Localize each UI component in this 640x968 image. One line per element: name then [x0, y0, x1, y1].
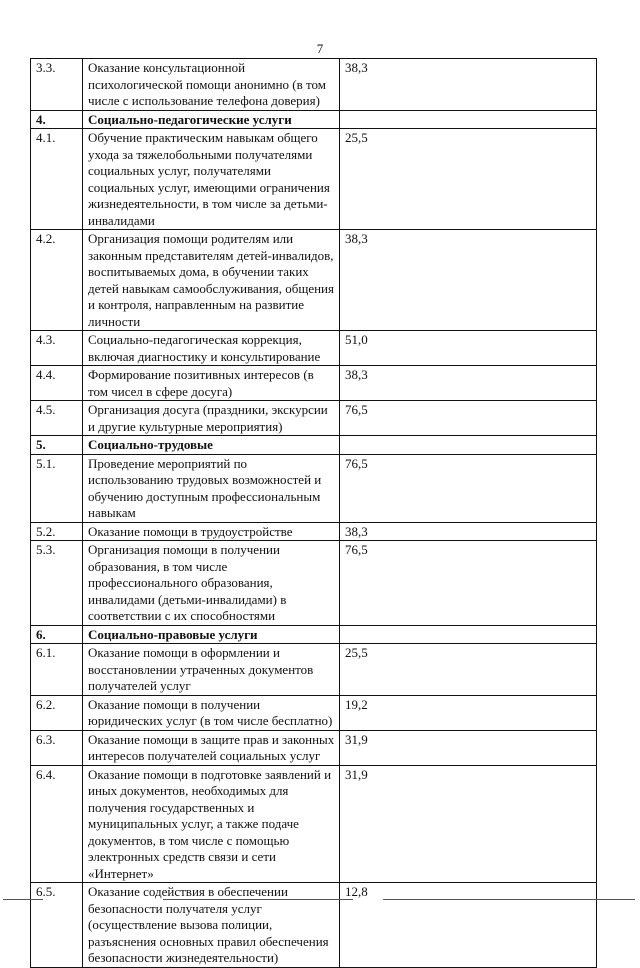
service-price	[340, 110, 597, 129]
service-price: 25,5	[340, 129, 597, 230]
section-row	[31, 625, 597, 644]
row-number: 6.4.	[31, 765, 83, 883]
service-price: 31,9	[340, 765, 597, 883]
row-number: 5.3.	[31, 541, 83, 626]
table-row	[31, 331, 597, 366]
row-number: 4.	[31, 110, 83, 129]
row-number: 4.3.	[31, 331, 83, 366]
service-name: Оказание помощи в подготовке заявлений и иных документов, необходимых для получения государственных и муниципальных услуг, а также подаче документов, в том числе с помощью электронных средств связи и сети «Интернет»	[83, 765, 340, 883]
service-name: Оказание консультационной психологической помощи анонимно (в том числе с использование телефона доверия)	[83, 59, 340, 111]
table-row	[31, 129, 597, 230]
table-row	[31, 644, 597, 696]
table-row	[31, 522, 597, 541]
footer-rule-middle	[163, 899, 353, 900]
services-table-body	[31, 59, 597, 968]
service-name: Обучение практическим навыкам общего ухода за тяжелобольными получателями социальных услуг, получателями социальных услуг, имеющими ограничения жизнедеятельности, в том числе за детьми-инвалидами	[83, 129, 340, 230]
service-name: Оказание помощи в получении юридических услуг (в том числе бесплатно)	[83, 695, 340, 730]
table-row	[31, 730, 597, 765]
section-row	[31, 110, 597, 129]
row-number: 6.2.	[31, 695, 83, 730]
service-name: Оказание помощи в трудоустройстве	[83, 522, 340, 541]
row-number: 6.	[31, 625, 83, 644]
service-price: 76,5	[340, 454, 597, 522]
table-row	[31, 695, 597, 730]
service-price: 38,3	[340, 522, 597, 541]
row-number: 4.4.	[31, 366, 83, 401]
service-name: Оказание помощи в оформлении и восстановлении утраченных документов получателей услуг	[83, 644, 340, 696]
row-number: 5.1.	[31, 454, 83, 522]
service-price	[340, 436, 597, 455]
service-name: Организация досуга (праздники, экскурсии и другие культурные мероприятия)	[83, 401, 340, 436]
service-name: Оказание помощи в защите прав и законных интересов получателей социальных услуг	[83, 730, 340, 765]
table-row	[31, 59, 597, 111]
service-price: 31,9	[340, 730, 597, 765]
services-table	[30, 58, 597, 968]
service-price: 19,2	[340, 695, 597, 730]
service-name: Оказание содействия в обеспечении безопасности получателя услуг (осуществление вызова полиции, разъяснения основных правил обеспечения безопасности жизнедеятельности)	[83, 883, 340, 968]
row-number: 3.3.	[31, 59, 83, 111]
table-row	[31, 541, 597, 626]
service-name: Социально-педагогическая коррекция, включая диагностику и консультирование	[83, 331, 340, 366]
row-number: 4.1.	[31, 129, 83, 230]
row-number: 5.	[31, 436, 83, 455]
service-price: 38,3	[340, 59, 597, 111]
service-price: 51,0	[340, 331, 597, 366]
service-price: 38,3	[340, 366, 597, 401]
row-number: 6.3.	[31, 730, 83, 765]
row-number: 4.2.	[31, 230, 83, 331]
table-row	[31, 366, 597, 401]
row-number: 6.1.	[31, 644, 83, 696]
service-price: 25,5	[340, 644, 597, 696]
row-number: 6.5.	[31, 883, 83, 968]
service-name: Проведение мероприятий по использованию трудовых возможностей и обучению доступным профессиональным навыкам	[83, 454, 340, 522]
service-price: 38,3	[340, 230, 597, 331]
service-name: Социально-педагогические услуги	[83, 110, 340, 129]
table-row	[31, 883, 597, 968]
table-row	[31, 230, 597, 331]
table-row	[31, 765, 597, 883]
service-name: Социально-трудовые	[83, 436, 340, 455]
footer-rule-left	[3, 899, 43, 900]
service-price: 12,8	[340, 883, 597, 968]
footer-rule-right	[383, 899, 635, 900]
row-number: 4.5.	[31, 401, 83, 436]
service-name: Формирование позитивных интересов (в том чисел в сфере досуга)	[83, 366, 340, 401]
service-name: Организация помощи в получении образования, в том числе профессионального образования, инвалидами (детьми-инвалидами) в соответствии с их способностями	[83, 541, 340, 626]
row-number: 5.2.	[31, 522, 83, 541]
service-name: Социально-правовые услуги	[83, 625, 340, 644]
table-row	[31, 401, 597, 436]
page-number: 7	[316, 41, 324, 56]
table-row	[31, 454, 597, 522]
section-row	[31, 436, 597, 455]
service-name: Организация помощи родителям или законным представителям детей-инвалидов, воспитываемых дома, в обучении таких детей навыкам самообслуживания, общения и контроля, направленным на развитие личности	[83, 230, 340, 331]
service-price	[340, 625, 597, 644]
service-price: 76,5	[340, 401, 597, 436]
service-price: 76,5	[340, 541, 597, 626]
